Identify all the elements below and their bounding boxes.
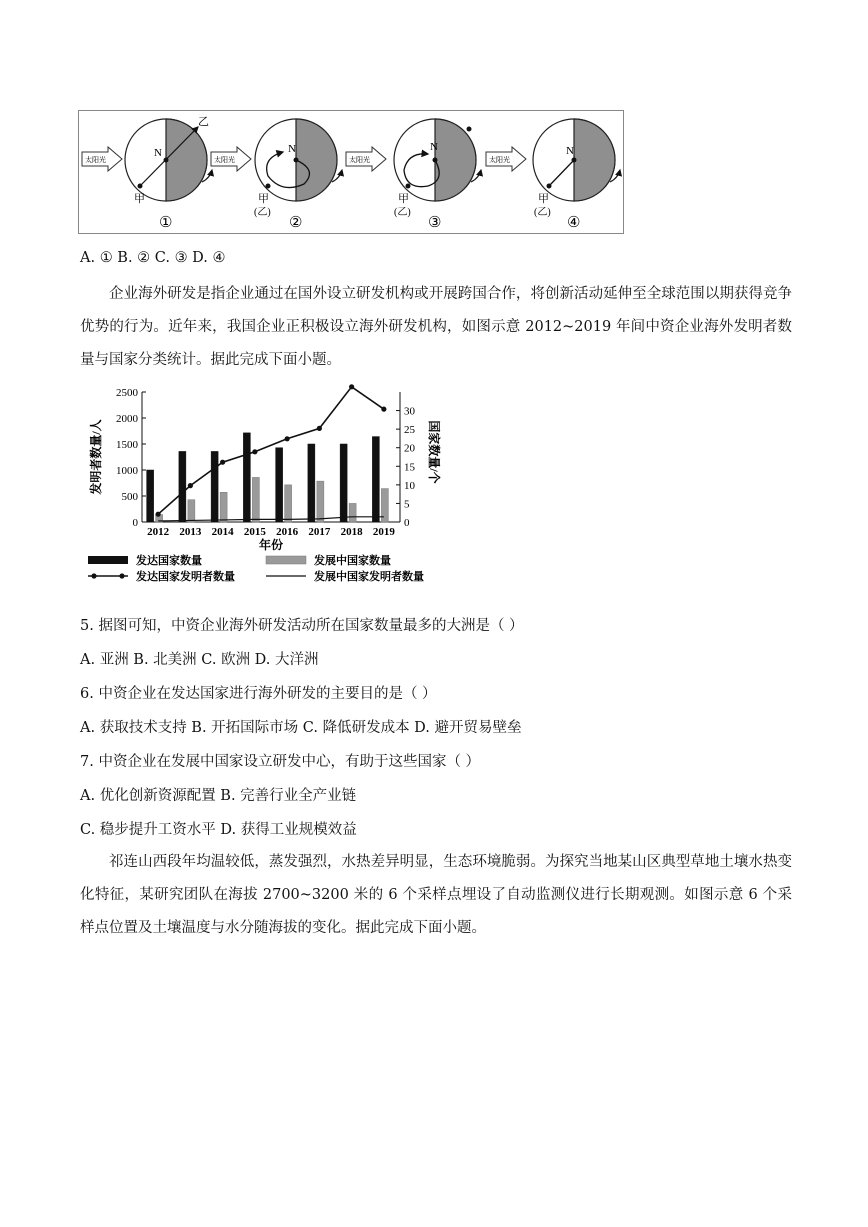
panel-3 bbox=[346, 119, 481, 231]
sunlight-label: 太阳光 bbox=[85, 156, 106, 164]
legend-label-developed: 发达国家数量 bbox=[136, 555, 202, 567]
bar-developed-countries bbox=[276, 448, 283, 522]
question-7-options-cd: C. 稳步提升工资水平 D. 获得工业规模效益 bbox=[80, 822, 357, 838]
right-tick-label: 25 bbox=[404, 424, 415, 437]
panel-1 bbox=[82, 115, 212, 231]
jia-label: 甲 bbox=[134, 193, 145, 205]
point-developed-inventors bbox=[156, 512, 161, 517]
earth-rotation-figure bbox=[78, 110, 624, 234]
legend-marker bbox=[119, 573, 124, 578]
x-tick-label: 2013 bbox=[179, 526, 202, 538]
x-tick-label: 2016 bbox=[276, 526, 299, 538]
sunlight-label: 太阳光 bbox=[214, 156, 235, 164]
bar-developed-countries bbox=[243, 433, 250, 522]
question-7: 7. 中资企业在发展中国家设立研发中心，有助于这些国家（ ） bbox=[80, 754, 481, 770]
left-tick-label: 0 bbox=[132, 517, 138, 529]
x-axis-title: 年份 bbox=[258, 538, 284, 552]
yi-label: (乙) bbox=[254, 207, 271, 218]
night-side bbox=[574, 119, 615, 201]
n-label: N bbox=[566, 145, 574, 157]
pole-point bbox=[433, 158, 438, 163]
left-tick-label: 2500 bbox=[116, 387, 138, 399]
panel-number: ③ bbox=[428, 215, 442, 231]
inventor-country-chart bbox=[86, 384, 446, 590]
bar-developed-countries bbox=[211, 451, 218, 522]
panel-number: ② bbox=[289, 215, 303, 231]
left-tick-label: 500 bbox=[121, 491, 138, 503]
legend-label-developing: 发展中国家数量 bbox=[314, 555, 391, 567]
passage-qilian: 祁连山西段年均温较低，蒸发强烈，水热差异明显，生态环境脆弱。为探究当地某山区典型草地土壤水热变化特征，某研究团队在海拔 2700~3200 米的 6 个采样点埋设了自动监测仪进行长期观测。如图示意 6 个采样点位置及土壤温度与水分随海拔的变化。据此完成下面小题。 bbox=[80, 854, 792, 936]
question-7-options-ab: A. 优化创新资源配置 B. 完善行业全产业链 bbox=[80, 788, 357, 804]
chart-legend bbox=[88, 553, 424, 583]
night-side bbox=[166, 119, 207, 201]
pole-point bbox=[572, 158, 577, 163]
right-tick-label: 15 bbox=[404, 461, 415, 474]
point-developed-inventors bbox=[317, 426, 322, 431]
point-jia bbox=[266, 184, 271, 189]
bar-developed-countries bbox=[147, 470, 154, 522]
point-developed-inventors bbox=[349, 384, 354, 389]
panel-4 bbox=[486, 119, 620, 231]
bar-developing-countries bbox=[252, 477, 259, 522]
bar-developed-countries bbox=[179, 451, 186, 522]
panel-number: ④ bbox=[567, 215, 581, 231]
passage-overseas-rd: 企业海外研发是指企业通过在国外设立研发机构或开展跨国合作，将创新活动延伸至全球范围以期获得竞争优势的行为。近年来，我国企业正积极设立海外研发机构，如图示意 2012~2019 年间中资企业海外发明者数量与国家分类统计。据此完成下面小题。 bbox=[80, 286, 792, 368]
bar-developed-countries bbox=[340, 444, 347, 522]
point-developed-inventors bbox=[220, 460, 225, 465]
bar-developed-countries bbox=[308, 444, 315, 522]
right-tick-label: 10 bbox=[404, 479, 415, 492]
x-tick-label: 2017 bbox=[308, 526, 331, 538]
n-label: N bbox=[430, 141, 438, 153]
bar-developing-countries bbox=[285, 485, 292, 522]
jia-label: 甲 bbox=[538, 193, 549, 205]
point-jia bbox=[547, 184, 552, 189]
bar-developed-countries bbox=[372, 437, 379, 522]
x-tick-label: 2012 bbox=[147, 526, 170, 538]
n-label: N bbox=[288, 143, 296, 155]
sunlight-label: 太阳光 bbox=[349, 156, 370, 164]
left-tick-label: 1500 bbox=[116, 439, 138, 451]
yi-label: (乙) bbox=[534, 207, 551, 218]
point-developed-inventors bbox=[188, 483, 193, 488]
right-tick-label: 0 bbox=[404, 517, 410, 529]
jia-label: 甲 bbox=[258, 193, 269, 205]
legend-label-developed-inventors: 发达国家发明者数量 bbox=[136, 571, 235, 583]
bar-developing-countries bbox=[317, 481, 324, 522]
right-tick-label: 30 bbox=[404, 405, 415, 418]
point-jia bbox=[406, 184, 411, 189]
right-tick-label: 5 bbox=[404, 498, 410, 511]
legend-swatch-developed bbox=[88, 556, 128, 564]
chart-labels bbox=[88, 387, 442, 552]
x-tick-label: 2014 bbox=[211, 526, 234, 538]
question-5: 5. 据图可知，中资企业海外研发活动所在国家数量最多的大洲是（ ） bbox=[80, 618, 524, 634]
prev-question-options: A. ① B. ② C. ③ D. ④ bbox=[80, 250, 226, 266]
right-tick-label: 20 bbox=[404, 442, 415, 455]
sunlight-label: 太阳光 bbox=[489, 156, 510, 164]
legend-swatch-developing bbox=[266, 556, 306, 564]
x-tick-label: 2018 bbox=[340, 526, 363, 538]
line-developed-inventors bbox=[158, 387, 384, 514]
pole-point bbox=[294, 158, 299, 163]
x-tick-label: 2019 bbox=[372, 526, 395, 538]
point-developed-inventors bbox=[252, 449, 257, 454]
panel-number: ① bbox=[159, 215, 173, 231]
question-6: 6. 中资企业在发达国家进行海外研发的主要目的是（ ） bbox=[80, 686, 437, 702]
panel-2 bbox=[211, 119, 342, 231]
x-tick-label: 2015 bbox=[243, 526, 266, 538]
bar-developing-countries bbox=[349, 503, 356, 522]
pole-point bbox=[164, 158, 169, 163]
point-developed-inventors bbox=[285, 436, 290, 441]
point-jia bbox=[138, 184, 143, 189]
n-label: N bbox=[154, 147, 162, 159]
point-marker bbox=[467, 127, 472, 132]
question-5-options: A. 亚洲 B. 北美洲 C. 欧洲 D. 大洋洲 bbox=[80, 652, 319, 668]
yi-label: 乙 bbox=[198, 116, 209, 128]
right-axis-title: 国家数量/个 bbox=[427, 420, 441, 484]
jia-label: 甲 bbox=[398, 193, 409, 205]
point-developed-inventors bbox=[381, 407, 386, 412]
left-tick-label: 1000 bbox=[116, 465, 138, 477]
legend-marker bbox=[91, 573, 96, 578]
question-6-options: A. 获取技术支持 B. 开拓国际市场 C. 降低研发成本 D. 避开贸易壁垒 bbox=[80, 720, 522, 736]
bar-developing-countries bbox=[188, 500, 195, 522]
legend-label-developing-inventors: 发展中国家发明者数量 bbox=[314, 571, 424, 583]
night-side bbox=[296, 119, 337, 201]
bar-developing-countries bbox=[220, 492, 227, 522]
left-axis-title: 发明者数量/人 bbox=[89, 419, 103, 495]
left-tick-label: 2000 bbox=[116, 413, 138, 425]
yi-label: (乙) bbox=[394, 207, 411, 218]
